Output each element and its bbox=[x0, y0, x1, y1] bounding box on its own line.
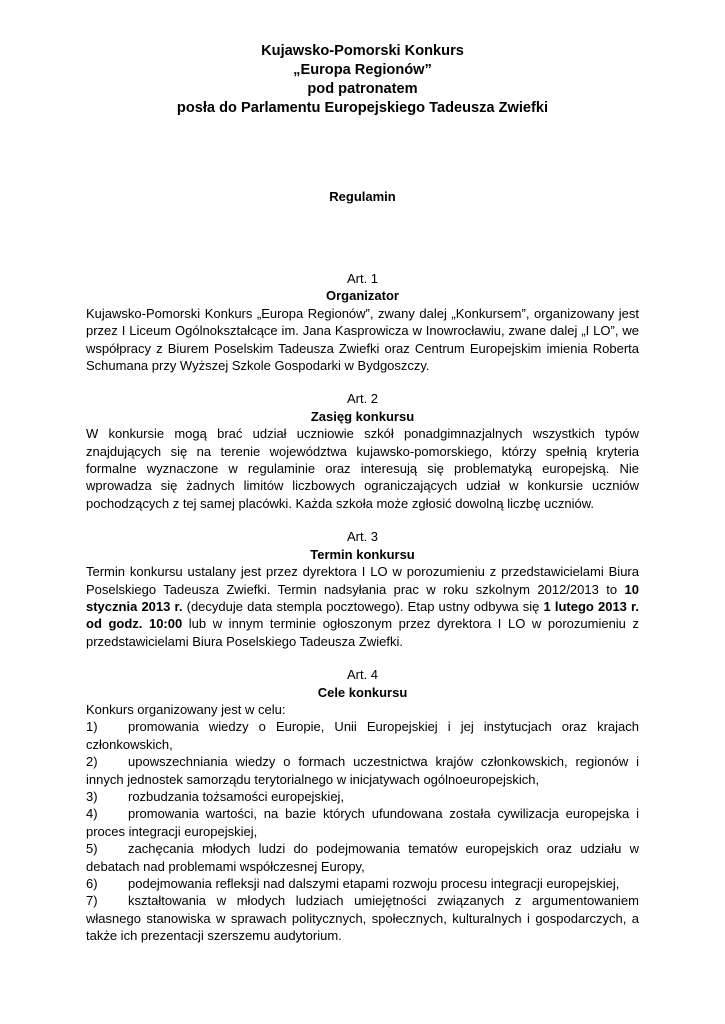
article-title: Termin konkursu bbox=[310, 546, 415, 562]
text-segment: Termin konkursu ustalany jest przez dyrektora I LO w porozumieniu z przedstawicielami Biura Poselskiego Tadeusza Zwiefki. Termin nadsyłania prac w roku szkolnym 2012/2013 to bbox=[86, 564, 639, 597]
article-title: Organizator bbox=[326, 288, 399, 304]
goal-item bbox=[86, 788, 639, 805]
goal-number: 2) bbox=[86, 754, 98, 770]
goal-item bbox=[86, 875, 639, 892]
goals-intro: Konkurs organizowany jest w celu: bbox=[86, 701, 286, 717]
title-line-2: „Europa Regionów” bbox=[293, 62, 432, 78]
goal-item bbox=[86, 753, 639, 788]
goal-item bbox=[86, 805, 639, 840]
goal-text: promowania wartości, na bazie których ufundowana została cywilizacja europejska i proces integracji europejskiej, bbox=[86, 806, 639, 839]
article-text bbox=[86, 563, 639, 650]
title-line-4: posła do Parlamentu Europejskiego Tadeusza Zwiefki bbox=[176, 100, 549, 116]
goal-number: 7) bbox=[86, 893, 98, 909]
submission-deadline: 10 stycznia 2013 r. bbox=[86, 581, 639, 614]
goal-item bbox=[86, 840, 639, 875]
goal-number: 1) bbox=[86, 719, 98, 735]
goal-text: rozbudzania tożsamości europejskiej, bbox=[128, 788, 345, 804]
goal-number: 4) bbox=[86, 806, 98, 822]
document-title bbox=[0, 42, 725, 118]
article-1 bbox=[86, 270, 639, 374]
article-title: Cele konkursu bbox=[317, 684, 408, 700]
goal-text: podejmowania refleksji nad dalszymi etapami rozwoju procesu integracji europejskiej, bbox=[128, 876, 620, 891]
article-4 bbox=[86, 666, 639, 945]
goal-text: kształtowania w młodych ludziach umiejętności związanych z argumentowaniem własnego stanowiska w sprawach politycznych, społecznych, kulturalnych i gospodarczych, a także ich prezentacji szerszemu audytorium. bbox=[86, 893, 639, 944]
goals-list bbox=[86, 718, 639, 944]
article-number: Art. 2 bbox=[346, 391, 379, 407]
goal-item bbox=[86, 892, 639, 944]
goal-text: promowania wiedzy o Europie, Unii Europejskiej i jej instytucjach oraz krajach członkowskich, bbox=[86, 719, 639, 752]
title-line-3: pod patronatem bbox=[307, 81, 418, 97]
text-segment: (decyduje data stempla pocztowego). Etap ustny odbywa się bbox=[182, 598, 544, 614]
article-number: Art. 1 bbox=[346, 271, 379, 286]
goal-number: 6) bbox=[86, 876, 98, 891]
title-line-1: Kujawsko-Pomorski Konkurs bbox=[261, 43, 464, 59]
goal-number: 5) bbox=[86, 841, 98, 857]
article-3 bbox=[86, 528, 639, 650]
regulation-heading: Regulamin bbox=[329, 189, 396, 204]
article-number: Art. 4 bbox=[346, 667, 379, 683]
oral-stage-date: 1 lutego 2013 r. od godz. 10:00 bbox=[86, 598, 640, 632]
goal-number: 3) bbox=[86, 788, 98, 804]
text-segment: lub w innym terminie ogłoszonym przez dyrektora I LO w porozumieniu z przedstawicielami Biura Poselskiego Tadeusza Zwiefki. bbox=[86, 616, 639, 649]
goal-item bbox=[86, 718, 639, 753]
article-number: Art. 3 bbox=[346, 529, 379, 545]
goal-text: upowszechniania wiedzy o formach uczestnictwa krajów członkowskich, regionów i innych jednostek samorządu terytorialnego w inicjatywach ogólnoeuropejskich, bbox=[86, 754, 639, 787]
article-2 bbox=[86, 390, 639, 512]
article-text: W konkursie mogą brać udział uczniowie szkół ponadgimnazjalnych wszystkich typów znajdujących się na terenie województwa kujawsko-pomorskiego, którzy spełnią kryteria formalne wyznaczone w regulaminie oraz interesują się problematyką europejską. Nie wprowadza się żadnych limitów liczbowych ograniczających udział w konkursie uczniów pochodzących z tej samej placówki. Każda szkoła może zgłosić dowolną liczbę uczniów. bbox=[86, 426, 639, 511]
goal-text: zachęcania młodych ludzi do podejmowania tematów europejskich oraz udziału w debatach nad problemami współczesnej Europy, bbox=[86, 841, 639, 874]
article-text: Kujawsko-Pomorski Konkurs „Europa Regionów”, zwany dalej „Konkursem”, organizowany jest przez I Liceum Ogólnokształcące im. Jana Kasprowicza w Inowrocławiu, zwane dalej „I LO”, we współpracy z Biurem Poselskim Tadeusza Zwiefki oraz Centrum Europejskim imienia Roberta Schumana przy Wyższej Szkole Gospodarki w Bydgoszczy. bbox=[86, 305, 639, 374]
document-body bbox=[86, 270, 639, 961]
article-title: Zasięg konkursu bbox=[310, 408, 415, 424]
